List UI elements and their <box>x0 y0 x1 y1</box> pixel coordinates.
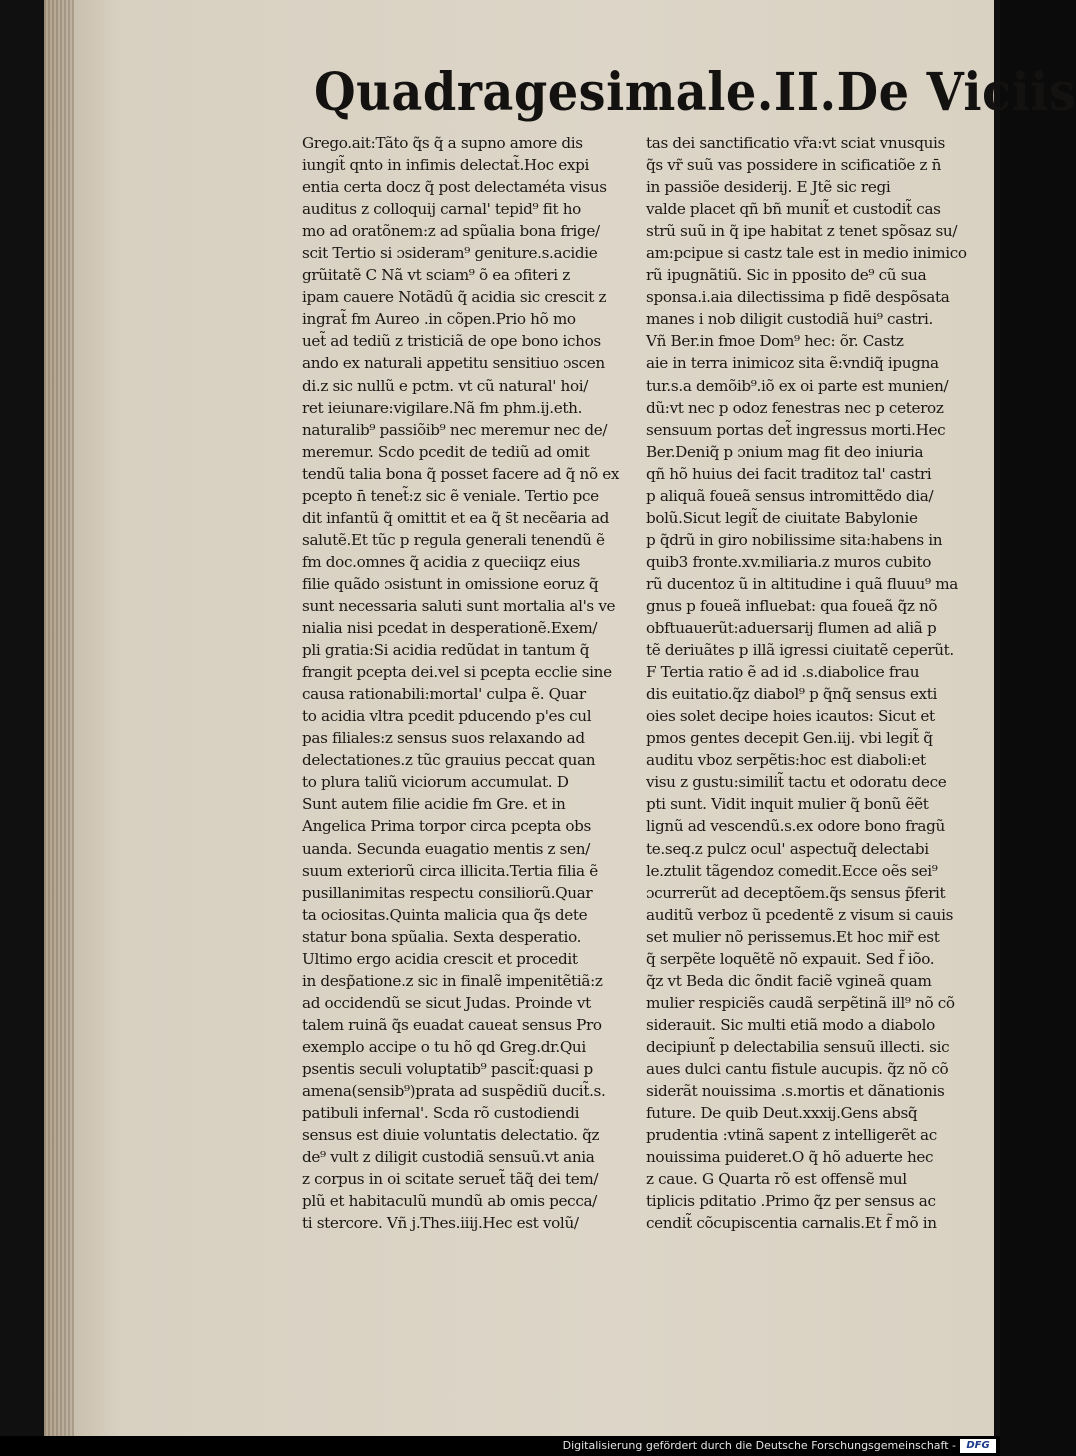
text-line: ad occidendũ se sicut Judas. Proinde vt <box>302 993 591 1012</box>
text-line: aues dulci cantu fistule aucupis. q̃z nõ cõ <box>646 1059 949 1078</box>
text-line: gnus p foueã influebat: qua foueã q̃z nõ <box>646 596 938 615</box>
text-line: plũ et habitaculũ mundũ ab omis pecca/ <box>302 1192 597 1211</box>
text-line: dũ:vt nec p odoz fenestras nec p ceteroz <box>646 398 944 417</box>
text-line: rũ ipugnãtiũ. Sic in pposito de⁹ cũ sua <box>646 266 927 285</box>
text-line: grũitatẽ C Nã vt sciam⁹ õ ea ɔfiteri z <box>302 266 570 285</box>
text-line: frangit pcepta dei.vel si pcepta ecclie sine <box>302 663 612 682</box>
text-line: psentis seculi voluptatib⁹ pascit̃:quasi p <box>302 1059 593 1078</box>
left-text-column <box>302 132 632 1234</box>
text-line: ɔcurrerũt ad deceptõem.q̃s sensus p̃ferit <box>646 883 946 902</box>
dfg-logo: DFG <box>960 1439 996 1453</box>
text-line: ipam cauere Notãdũ q̃ acidia sic crescit z <box>302 288 607 307</box>
text-line: Ultimo ergo acidia crescit et procedit <box>302 949 578 968</box>
text-line: causa rationabili:mortal' culpa ẽ. Quar <box>302 685 586 704</box>
text-line: Vñ Ber.in fmoe Dom⁹ hec: õr. Castz <box>646 332 904 351</box>
text-line: pusillanimitas respectu consiliorũ.Quar <box>302 883 593 902</box>
text-line: pli gratia:Si acidia redũdat in tantum q̃ <box>302 641 590 660</box>
text-line: exemplo accipe o tu hõ qd Greg.dr.Qui <box>302 1037 586 1056</box>
text-line: sponsa.i.aia dilectissima p fidẽ despõsata <box>646 288 950 307</box>
text-line: mo ad oratõnem:z ad spũalia bona frige/ <box>302 222 600 241</box>
text-line: q̃s vr̃ suũ vas possidere in scificatiõe z n̄ <box>646 156 942 175</box>
text-line: pmos gentes decepit Gen.iij. vbi legit̃ q̃ <box>646 729 933 748</box>
text-line: obftuauerũt:aduersarij flumen ad aliã p <box>646 619 937 638</box>
text-line: valde placet qñ bñ munit̃ et custodit̃ cas <box>646 200 941 219</box>
text-line: ando ex naturali appetitu sensitiuo ɔscen <box>302 354 605 373</box>
text-line: Angelica Prima torpor circa pcepta obs <box>302 817 591 836</box>
text-line: talem ruinã q̃s euadat caueat sensus Pro <box>302 1015 602 1034</box>
text-line: tendũ talia bona q̃ posset facere ad q̃ nõ ex <box>302 464 620 483</box>
text-line: pti sunt. Vidit inquit mulier q̃ bonũ ẽẽt <box>646 795 929 814</box>
text-line: sensus est diuie voluntatis delectatio. q̃z <box>302 1126 600 1145</box>
text-line: nouissima puideret.O q̃ hõ aduerte hec <box>646 1148 934 1167</box>
text-line: ti stercore. Vñ j.Thes.iiij.Hec est volũ/ <box>302 1214 579 1233</box>
text-line: de⁹ vult z diligit custodiã sensuũ.vt ania <box>302 1148 595 1167</box>
text-line: visu z gustu:similit̃ tactu et odoratu dece <box>646 773 947 792</box>
footer-bar <box>0 1436 1000 1456</box>
text-line: bolũ.Sicut legit̃ de ciuitate Babylonie <box>646 508 918 527</box>
text-line: z corpus in oi scitate seruet̃ tãq̃ dei tem/ <box>302 1170 599 1189</box>
text-line: dis euitatio.q̃z diabol⁹ p q̃nq̃ sensus exti <box>646 685 938 704</box>
text-line: to plura taliũ viciorum accumulat. D <box>302 773 569 792</box>
text-line: pas filiales:z sensus suos relaxando ad <box>302 729 585 748</box>
text-line: auditu vboz serpẽtis:hoc est diaboli:et <box>646 751 926 770</box>
text-line: pcepto n̄ tenet̃:z sic ẽ veniale. Tertio pce <box>302 486 599 505</box>
text-line: Ber.Deniq̃ p ɔnium mag fit deo iniuria <box>646 442 924 461</box>
text-line: quib3 fronte.xv.miliaria.z muros cubito <box>646 552 931 571</box>
text-line: cendit̃ cõcupiscentia carnalis.Et f̃ mõ in <box>646 1214 937 1233</box>
text-line: auditũ verboz ũ pcedentẽ z visum si cauis <box>646 905 954 924</box>
text-line: statur bona spũalia. Sexta desperatio. <box>302 927 582 946</box>
text-line: q̃z vt Beda dic õndit faciẽ vgineã quam <box>646 971 932 990</box>
text-line: q̃ serpẽte loquẽtẽ nõ expauit. Sed f̃ iõo. <box>646 949 935 968</box>
text-line: p aliquã foueã sensus intromittẽdo dia/ <box>646 486 934 505</box>
text-line: tiplicis pditatio .Primo q̃z per sensus ac <box>646 1192 936 1211</box>
text-line: dit infantũ q̃ omittit et ea q̃ s̄t necẽaria ad <box>302 508 610 527</box>
text-line: scit Tertio si ɔsideram⁹ geniture.s.acidie <box>302 244 598 263</box>
text-line: aie in terra inimicoz sita ẽ:vndiq̃ ipugna <box>646 354 939 373</box>
text-line: manes i nob diligit custodiã hui⁹ castri. <box>646 310 933 329</box>
text-line: ret ieiunare:vigilare.Nã fm phm.ij.eth. <box>302 398 583 417</box>
text-line: naturalib⁹ passiõib⁹ nec meremur nec de/ <box>302 420 608 439</box>
text-line: te.seq.z pulcz ocul' aspectuq̃ delectabi <box>646 839 929 858</box>
text-line: sunt necessaria saluti sunt mortalia al's ve <box>302 596 616 615</box>
text-line: to acidia vltra pcedit pducendo p'es cul <box>302 707 592 726</box>
text-line: suum exteriorũ circa illicita.Tertia filia ẽ <box>302 861 598 880</box>
text-line: tas dei sanctificatio vr̃a:vt sciat vnusquis <box>646 134 945 152</box>
text-line: lignũ ad vescendũ.s.ex odore bono fragũ <box>646 817 945 836</box>
text-line: rũ ducentoz ũ in altitudine i quã fluuu⁹ ma <box>646 574 958 593</box>
text-line: ingrat̃ fm Aureo .in cõpen.Prio hõ mo <box>302 310 576 329</box>
text-line: iungit̃ qnto in infimis delectat̃.Hoc expi <box>302 156 589 175</box>
text-line: z caue. G Quarta rõ est offensẽ mul <box>646 1170 907 1189</box>
running-header: Quadragesimale.II.De Viciis <box>314 62 1076 123</box>
text-line: delectationes.z tũc grauius peccat quan <box>302 751 596 770</box>
text-line: fm doc.omnes q̃ acidia z queciiqz eius <box>302 552 580 571</box>
text-line: sensuum portas det̃ ingressus morti.Hec <box>646 420 946 439</box>
text-line: di.z sic nullũ e pctm. vt cũ natural' hoi/ <box>302 376 589 395</box>
text-line: oies solet decipe hoies icautos: Sicut et <box>646 707 935 726</box>
text-line: mulier respiciẽs caudã serpẽtinã ill⁹ nõ cõ <box>646 993 955 1012</box>
text-line: strũ suũ in q̃ ipe habitat z tenet spõsaz su/ <box>646 222 958 241</box>
text-line: meremur. Scdo pcedit de tediũ ad omit <box>302 442 590 461</box>
text-line: decipiunt̃ p delectabilia sensuũ illecti. sic <box>646 1037 950 1056</box>
text-line: patibuli infernal'. Scda rõ custodiendi <box>302 1104 580 1123</box>
text-line: siderãt nouissima .s.mortis et dãnationis <box>646 1082 945 1101</box>
text-line: F Tertia ratio ẽ ad id .s.diabolice frau <box>646 663 920 682</box>
text-line: tẽ deriuãtes p illã igressi ciuitatẽ ceperũt. <box>646 641 954 660</box>
text-line: future. De quib Deut.xxxij.Gens absq̃ <box>646 1104 918 1123</box>
text-line: p q̃drũ in giro nobilissime sita:habens in <box>646 530 943 549</box>
text-line: le.ztulit tãgendoz comedit.Ecce oẽs sei⁹ <box>646 861 938 880</box>
text-line: am:pcipue si castz tale est in medio inimico <box>646 244 967 263</box>
text-line: uet̃ ad tediũ z tristiciã de ope bono ichos <box>302 332 601 351</box>
text-line: salutẽ.Et tũc p regula generali tenendũ ẽ <box>302 530 605 549</box>
text-line: in passiõe desiderij. E Jtẽ sic regi <box>646 178 891 197</box>
text-line: uanda. Secunda euagatio mentis z sen/ <box>302 839 590 858</box>
text-line: set mulier nõ perissemus.Et hoc mir̃ est <box>646 927 940 946</box>
text-line: in desp̃atione.z sic in finalẽ impenitẽtiã:z <box>302 971 603 990</box>
text-line: auditus z colloquij carnal' tepid⁹ fit ho <box>302 200 581 219</box>
text-line: Grego.ait:Tãto q̃s q̃ a supno amore dis <box>302 134 583 152</box>
text-line: entia certa docz q̃ post delectaméta visus <box>302 178 607 197</box>
funding-notice: Digitalisierung gefördert durch die Deutsche Forschungsgemeinschaft - <box>562 1439 956 1452</box>
book-page-scan <box>44 0 1076 1436</box>
text-line: prudentia :vtinã sapent z intelligerẽt ac <box>646 1126 937 1145</box>
text-line: Sunt autem filie acidie fm Gre. et in <box>302 795 566 814</box>
text-line: siderauit. Sic multi etiã modo a diabolo <box>646 1015 935 1034</box>
text-line: nialia nisi pcedat in desperationẽ.Exem/ <box>302 619 598 638</box>
text-line: amena(sensib⁹)prata ad suspẽdiũ ducit̃.s. <box>302 1082 606 1101</box>
text-line: qñ hõ huius dei facit traditoz tal' castri <box>646 464 932 483</box>
text-line: tur.s.a demõib⁹.iõ ex oi parte est munien/ <box>646 376 949 395</box>
right-text-column <box>646 132 984 1234</box>
text-line: ta ociositas.Quinta malicia qua q̃s dete <box>302 905 588 924</box>
text-line: filie quãdo ɔsistunt in omissione eoruz q̃ <box>302 574 599 593</box>
